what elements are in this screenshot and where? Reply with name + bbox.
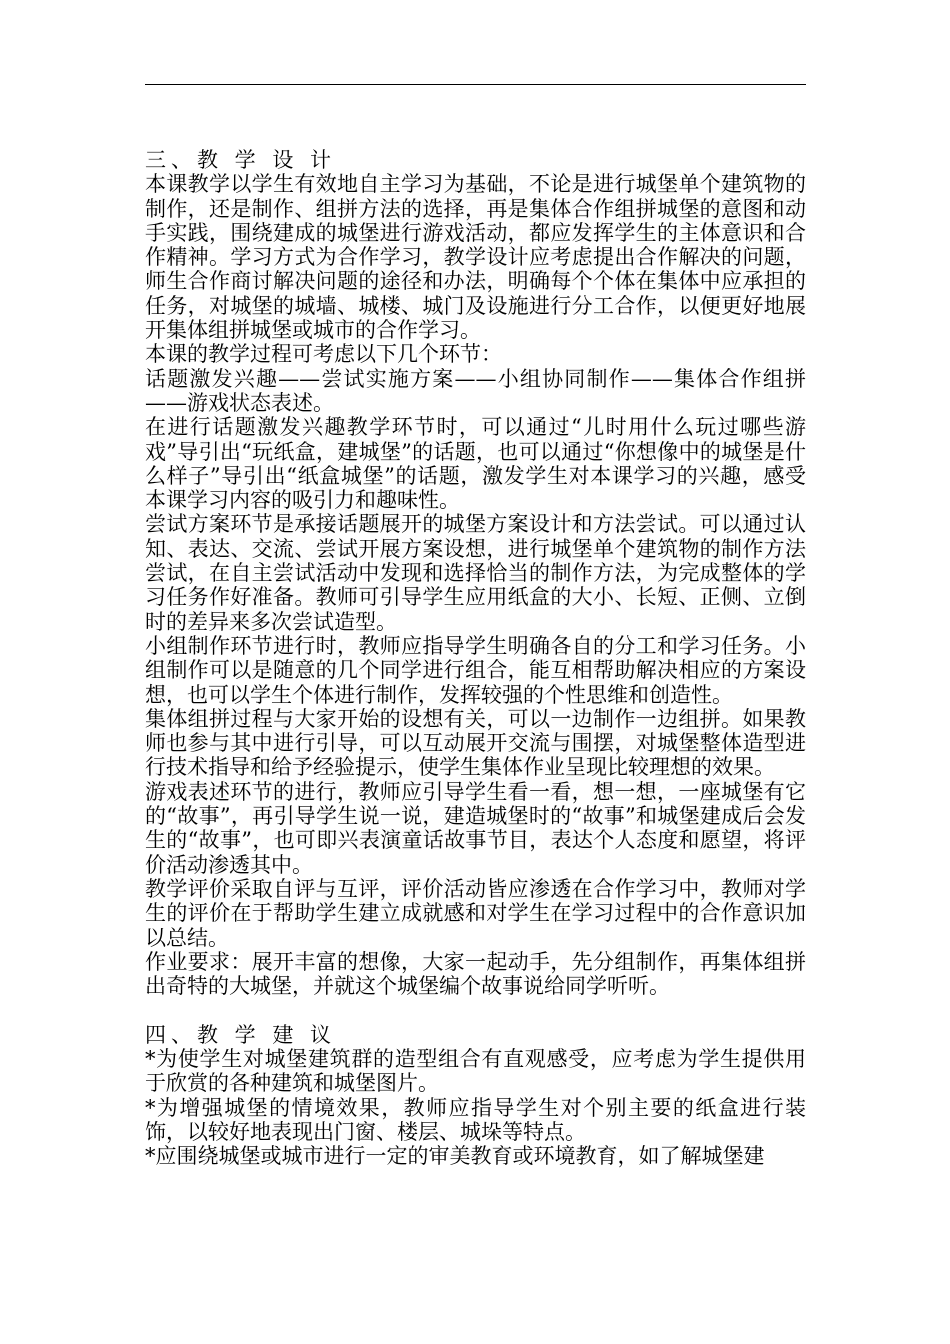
- paragraph: 集体组拼过程与大家开始的设想有关，可以一边制作一边组拼。如果教师也参与其中进行引导，可以互动展开交流与围摆，对城堡整体造型进行技术指导和给予经验提示，使学生集体作业呈现比较理想的效果。: [145, 706, 806, 780]
- paragraph: 在进行话题激发兴趣教学环节时，可以通过“儿时用什么玩过哪些游戏”导引出“玩纸盒，建城堡”的话题，也可以通过“你想像中的城堡是什么样子”导引出“纸盒城堡”的话题，激发学生对本课学习的兴趣，感受本课学习内容的吸引力和趣味性。: [145, 415, 806, 513]
- section-spacer: [145, 998, 806, 1022]
- paragraph: *应围绕城堡或城市进行一定的审美教育或环境教育，如了解城堡建: [145, 1144, 765, 1169]
- paragraph: *为增强城堡的情境效果，教师应指导学生对个别主要的纸盒进行装饰，以较好地表现出门窗、楼层、城垛等特点。: [145, 1095, 806, 1144]
- document-body: [145, 148, 806, 1168]
- paragraph: *为使学生对城堡建筑群的造型组合有直观感受，应考虑为学生提供用于欣赏的各种建筑和城堡图片。: [145, 1046, 806, 1096]
- paragraph: 小组制作环节进行时，教师应指导学生明确各自的分工和学习任务。小组制作可以是随意的几个同学进行组合，能互相帮助解决相应的方案设想，也可以学生个体进行制作，发挥较强的个性思维和创造性。: [145, 633, 806, 707]
- paragraph: 本课教学以学生有效地自主学习为基础，不论是进行城堡单个建筑物的制作，还是制作、组拼方法的选择，再是集体合作组拼城堡的意图和动手实践，围绕建成的城堡进行游戏活动，都应发挥学生的主体意识和合作精神。学习方式为合作学习，教学设计应考虑提出合作解决的问题，师生合作商讨解决问题的途径和办法，明确每个个体在集体中应承担的任务，对城堡的城墙、城楼、城门及设施进行分工合作，以便更好地展开集体组拼城堡或城市的合作学习。: [145, 172, 806, 343]
- paragraph: 作业要求：展开丰富的想像，大家一起动手，先分组制作，再集体组拼出奇特的大城堡，并就这个城堡编个故事说给同学听听。: [145, 949, 806, 999]
- section-heading-teaching-suggestions: 四、教 学 建 议: [145, 1022, 337, 1047]
- paragraph: 话题激发兴趣——尝试实施方案——小组协同制作——集体合作组拼——游戏状态表述。: [145, 366, 806, 415]
- section-heading-teaching-design: 三、教 学 设 计: [145, 148, 337, 172]
- paragraph: 教学评价采取自评与互评，评价活动皆应渗透在合作学习中，教师对学生的评价在于帮助学生建立成就感和对学生在学习过程中的合作意识加以总结。: [145, 876, 806, 950]
- paragraph: 游戏表述环节的进行，教师应引导学生看一看，想一想，一座城堡有它的“故事”，再引导学生说一说，建造城堡时的“故事”和城堡建成后会发生的“故事”，也可即兴表演童话故事节目，表达个人态度和愿望，将评价活动渗透其中。: [145, 779, 806, 877]
- paragraph: 本课的教学过程可考虑以下几个环节：: [145, 342, 502, 367]
- header-rule: [145, 84, 806, 85]
- paragraph: 尝试方案环节是承接话题展开的城堡方案设计和方法尝试。可以通过认知、表达、交流、尝试开展方案设想，进行城堡单个建筑物的制作方法尝试，在自主尝试活动中发现和选择恰当的制作方法，为完成整体的学习任务作好准备。教师可引导学生应用纸盒的大小、长短、正侧、立倒时的差异来多次尝试造型。: [145, 512, 806, 634]
